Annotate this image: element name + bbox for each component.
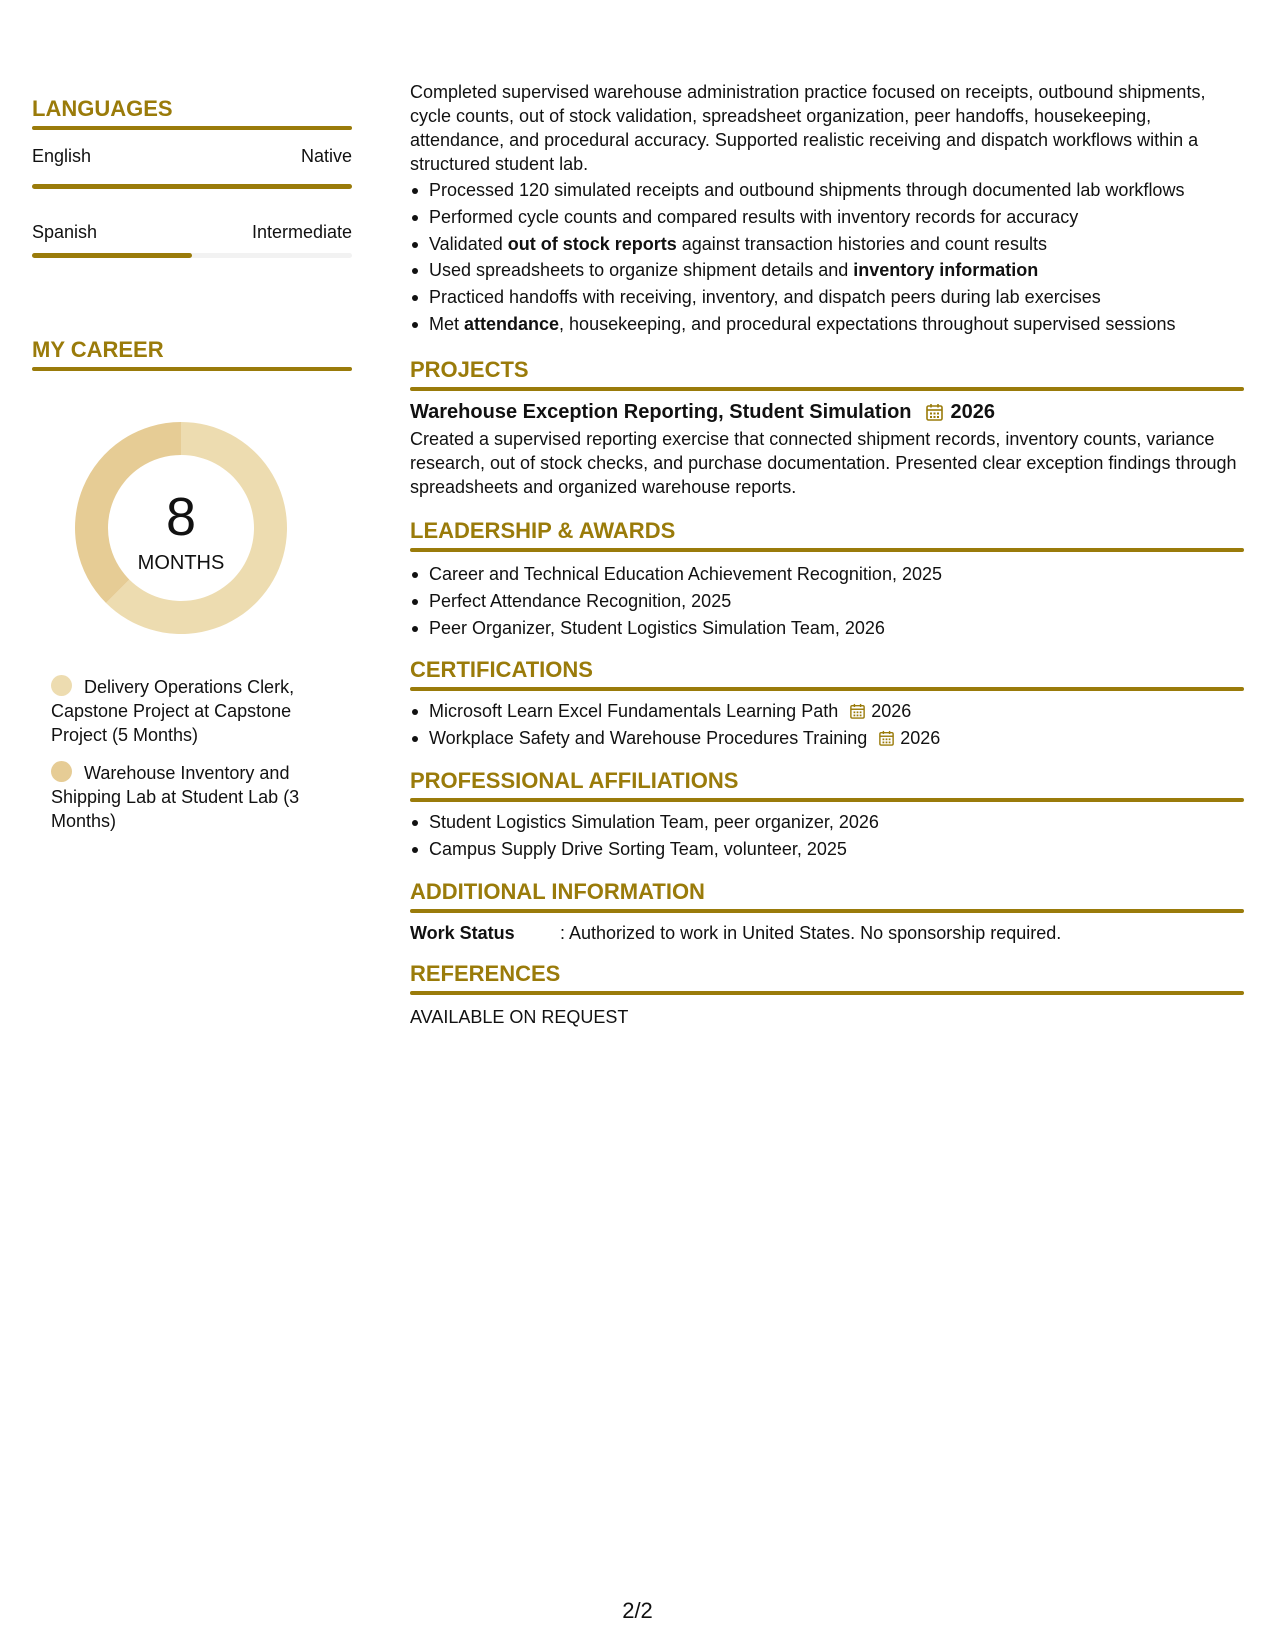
page-number: 2/2 [622, 1598, 653, 1623]
bold-text: inventory information [853, 260, 1039, 281]
list-item [410, 179, 1244, 201]
list-item [410, 259, 1244, 281]
affiliations-list [410, 811, 1244, 860]
language-level: Native [300, 146, 352, 166]
list-item [410, 233, 1244, 255]
language-name: Spanish [32, 222, 98, 242]
list-item: Career and Technical Education Achievement Recognition, 2025 [410, 563, 1244, 585]
language-row-spanish [32, 221, 352, 243]
career-legend-label: Warehouse Inventory and Shipping Lab at Student Lab (3 Months) [51, 763, 300, 831]
project-name: Warehouse Exception Reporting, Student Simulation [410, 401, 912, 423]
language-bar-fill [32, 253, 192, 258]
additional-rule [410, 909, 1244, 913]
bold-text: attendance [464, 313, 560, 334]
list-item [410, 700, 1244, 722]
project-year: 2026 [950, 401, 996, 423]
experience-summary: Completed supervised warehouse administration practice focused on receipts, outbound shipments, cycle counts, out of stock validation, spreadsheet organization, peer handoffs, housekeeping, attendance, and procedural accuracy. Supported realistic receiving and dispatch workflows within a structured student lab. [410, 82, 1206, 174]
certification-year: 2026 [871, 701, 912, 721]
affiliations-title: PROFESSIONAL AFFILIATIONS [410, 768, 739, 793]
leadership-section [410, 518, 1244, 644]
language-bar-english [32, 184, 352, 189]
list-item: Campus Supply Drive Sorting Team, volunteer, 2025 [410, 838, 1244, 860]
languages-rule [32, 126, 352, 130]
language-row-english [32, 145, 352, 167]
certification-year: 2026 [900, 728, 941, 748]
projects-section [410, 357, 1244, 499]
list-item: Student Logistics Simulation Team, peer organizer, 2026 [410, 811, 1244, 833]
calendar-icon [850, 703, 865, 719]
certifications-rule [410, 687, 1244, 691]
legend-dot [51, 761, 72, 782]
affiliations-section [410, 768, 1244, 865]
text: Processed 120 simulated receipts and outbound shipments through documented lab workflows [429, 180, 1185, 200]
language-bar-fill [32, 184, 352, 189]
text: Used spreadsheets to organize shipment details and [429, 260, 854, 281]
leadership-list [410, 563, 1244, 639]
projects-rule [410, 387, 1244, 391]
list-item [410, 286, 1244, 308]
text: Met [429, 313, 465, 334]
list-item: Peer Organizer, Student Logistics Simulation Team, 2026 [410, 617, 1244, 639]
text: Practiced handoffs with receiving, inventory, and dispatch peers during lab exercises [429, 287, 1101, 308]
text: against transaction histories and count results [676, 233, 1047, 254]
calendar-icon [879, 730, 894, 746]
career-title: MY CAREER [32, 337, 164, 362]
legend-dot [51, 675, 72, 696]
career-legend-item [51, 761, 341, 833]
list-item [410, 727, 1244, 749]
references-rule [410, 991, 1244, 995]
experience-bullets [410, 179, 1244, 340]
work-status-key: Work Status [410, 923, 515, 943]
work-status-row [410, 921, 1244, 945]
languages-title: LANGUAGES [32, 96, 173, 121]
leadership-rule [410, 548, 1244, 552]
certifications-list [410, 700, 1244, 749]
project-description: Created a supervised reporting exercise that connected shipment records, inventory counts, variance research, out of stock checks, and purchase documentation. Presented clear exception findings through spreadsheets and organized warehouse reports. [410, 429, 1237, 497]
text: Performed cycle counts and compared results with inventory records for accuracy [429, 206, 1079, 227]
project-header [410, 399, 1244, 425]
language-name: English [32, 146, 92, 166]
leadership-title: LEADERSHIP & AWARDS [410, 518, 676, 543]
career-total-number: 8 [165, 487, 197, 547]
career-total-unit: MONTHS [137, 552, 225, 574]
language-bar-spanish [32, 253, 352, 258]
affiliations-rule [410, 798, 1244, 802]
projects-title: PROJECTS [410, 357, 529, 382]
certification-name: Microsoft Learn Excel Fundamentals Learning Path [429, 701, 839, 721]
list-item: Perfect Attendance Recognition, 2025 [410, 590, 1244, 612]
certification-name: Workplace Safety and Warehouse Procedures Training [429, 728, 868, 748]
work-status-value: : Authorized to work in United States. No sponsorship required. [560, 923, 1062, 943]
list-item [410, 206, 1244, 228]
references-text: AVAILABLE ON REQUEST [410, 1007, 629, 1027]
career-legend-item [51, 675, 341, 747]
list-item [410, 313, 1244, 335]
text: , housekeeping, and procedural expectations throughout supervised sessions [559, 313, 1176, 334]
references-title: REFERENCES [410, 961, 561, 986]
certifications-title: CERTIFICATIONS [410, 657, 593, 682]
text: Validated [429, 233, 508, 254]
calendar-icon [926, 403, 943, 421]
references-section [410, 961, 1244, 1029]
career-legend-label: Delivery Operations Clerk, Capstone Project at Capstone Project (5 Months) [51, 677, 295, 745]
certifications-section [410, 657, 1244, 754]
additional-title: ADDITIONAL INFORMATION [410, 879, 705, 904]
career-rule [32, 367, 352, 371]
bold-text: out of stock reports [507, 233, 677, 254]
additional-section [410, 879, 1244, 945]
language-level: Intermediate [251, 222, 352, 242]
